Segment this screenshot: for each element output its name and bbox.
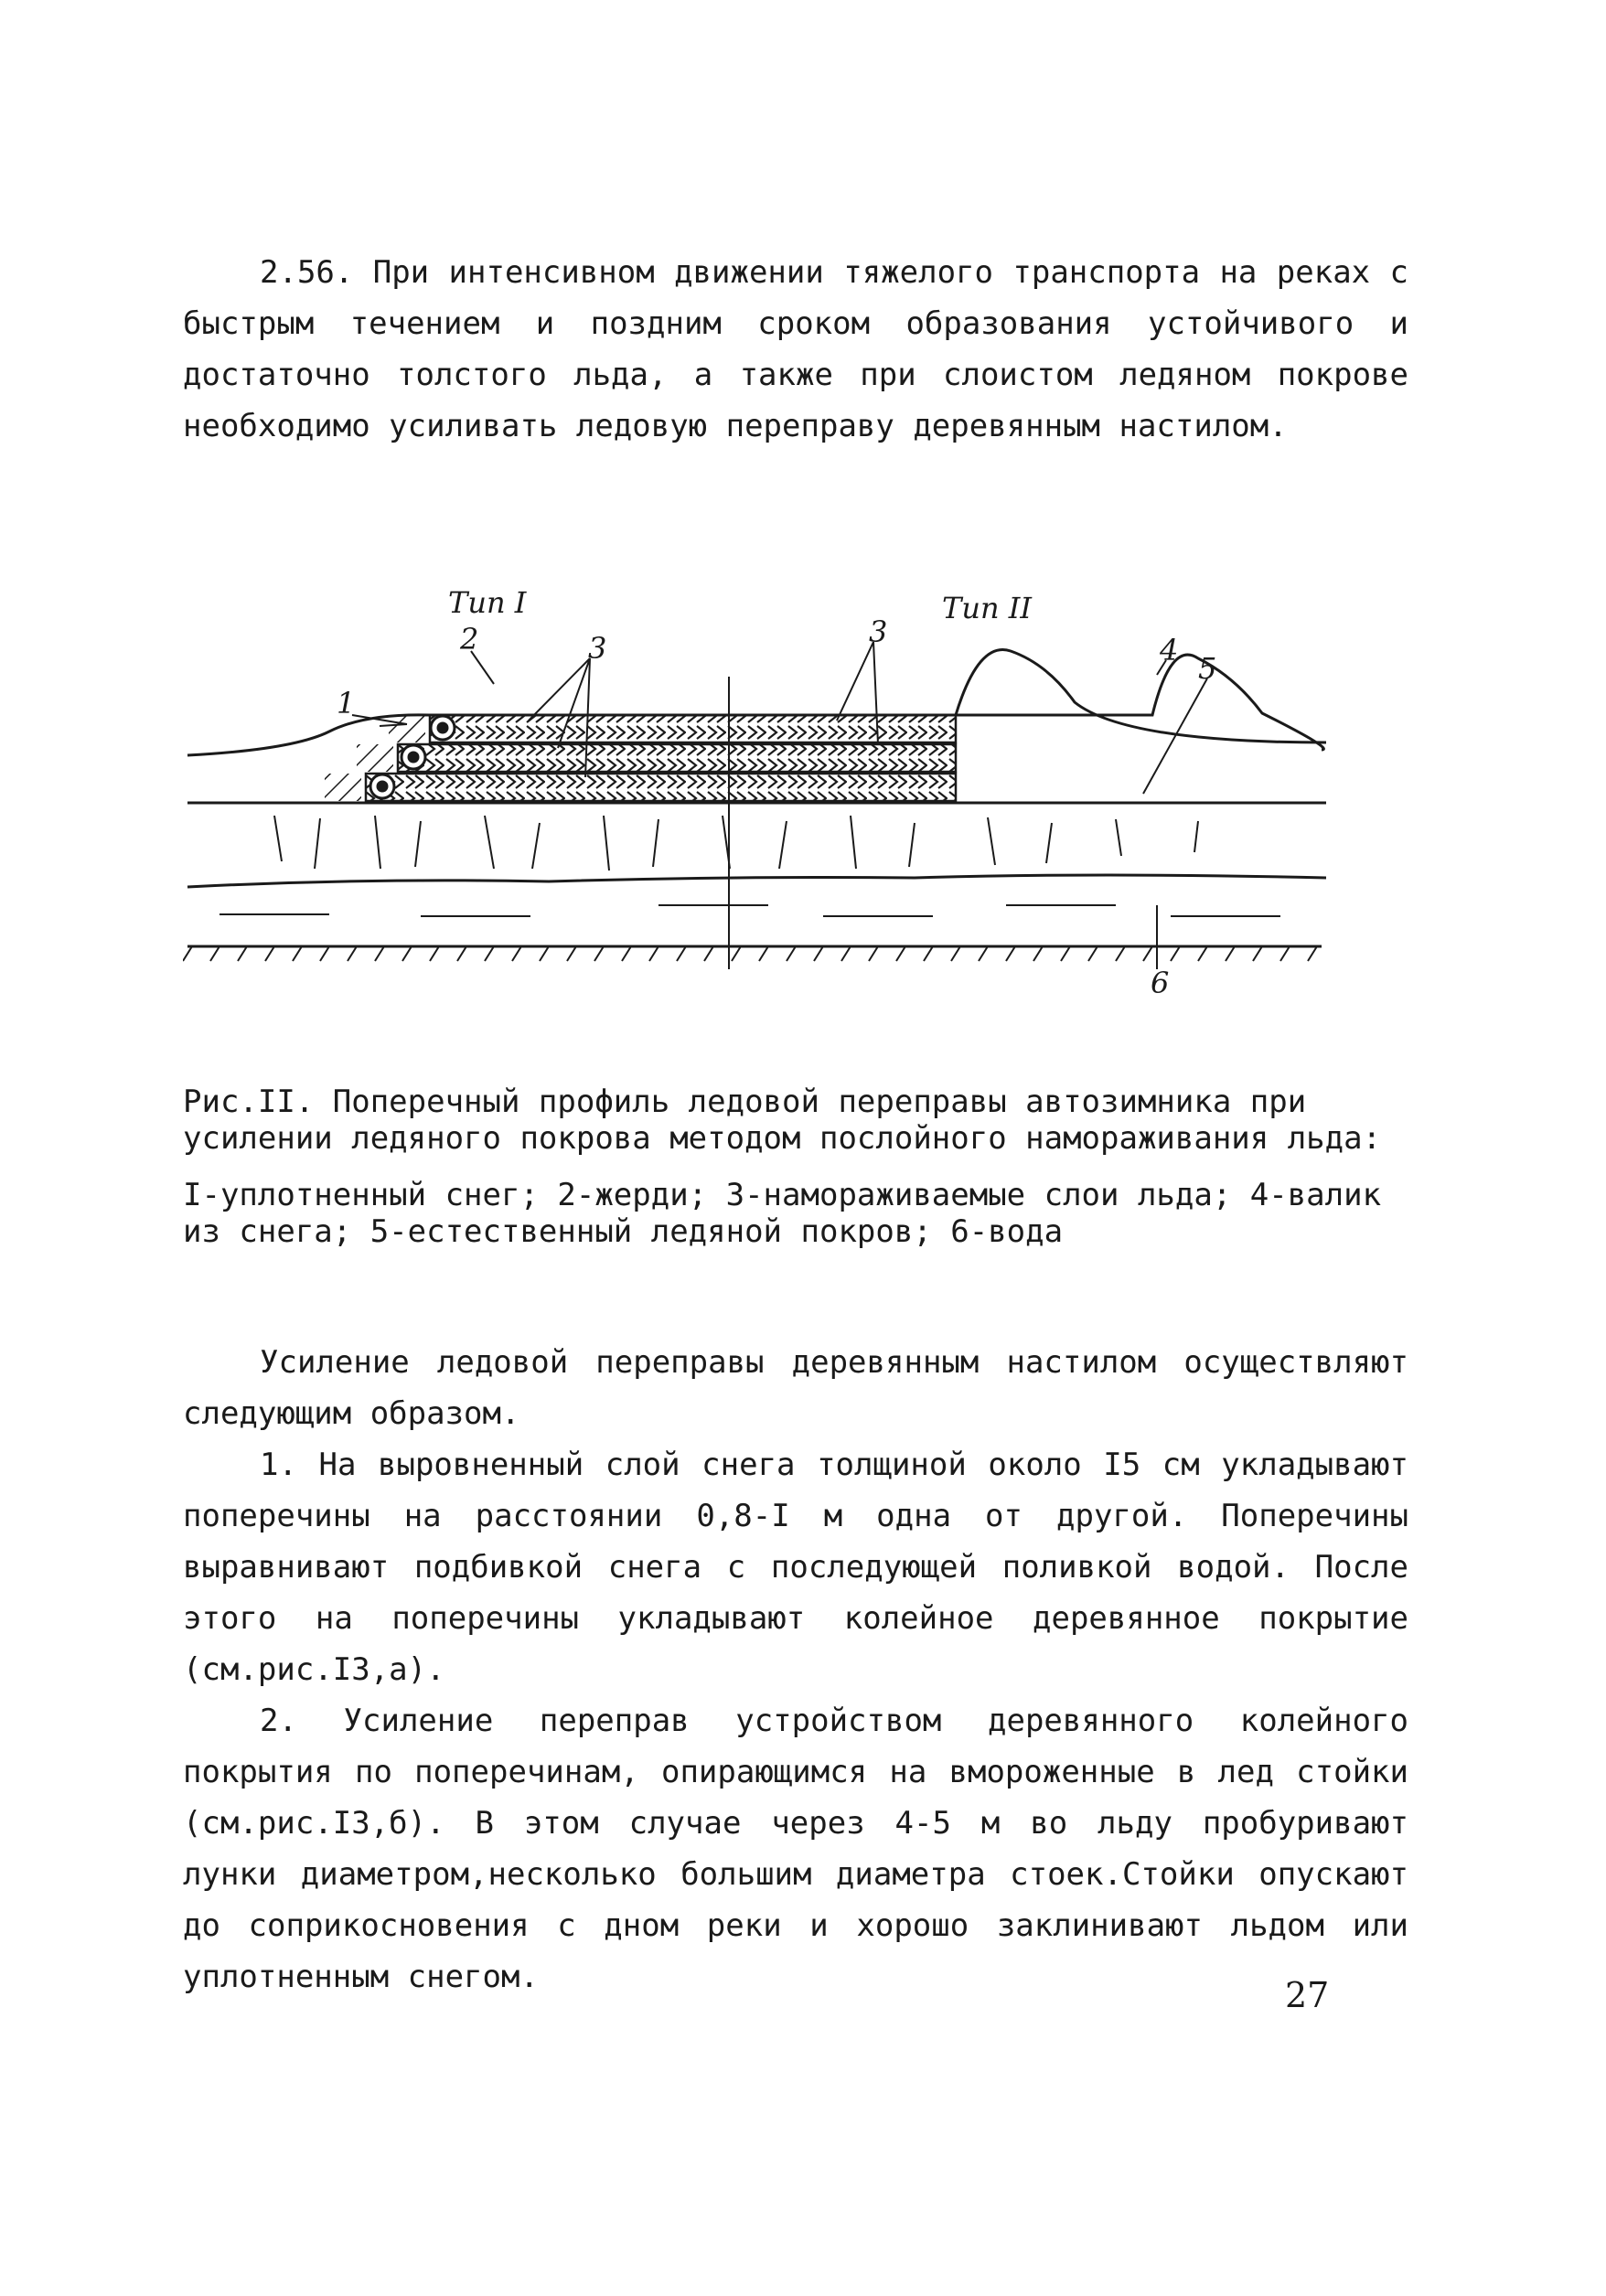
- item-1-paragraph: 1. На выровненный слой снега толщиной около I5 см укладывают поперечины на расстоянии 0,8-I м одна от другой. Поперечины выравнивают подбивкой снега с последующей поливкой водой. После этого на поперечины укладывают колейное деревянное покрытие (см.рис.I3,а).: [183, 1447, 1408, 1688]
- figure-caption: [183, 1084, 1408, 1250]
- snow-berm: [956, 649, 1326, 742]
- frozen-layer-middle: [398, 744, 956, 772]
- intro-paragraph: Усиление ледовой переправы деревянным настилом осуществляют следующим образом.: [183, 1344, 1408, 1432]
- type-1-label: Тип I: [448, 585, 527, 620]
- ice-bottom-line: [187, 875, 1326, 887]
- callout-5: 5: [1198, 651, 1217, 686]
- ice-crossing-cross-section-diagram: [183, 576, 1326, 1006]
- frozen-layer-bottom: [366, 774, 956, 801]
- callout-2: 2: [460, 622, 479, 657]
- hatched-block-2: [357, 744, 393, 772]
- callout-1: 1: [337, 686, 356, 721]
- riverbed-hatch: [183, 946, 1317, 961]
- item-2-paragraph: 2. Усиление переправ устройством деревянного колейного покрытия по поперечинам, опирающимся на вмороженные в лед стойки (см.рис.I3,б). В этом случае через 4-5 м во льду пробуривают лунки диаметром,несколько большим диаметра стоек.Стойки опускают до соприкосновения с дном реки и хорошо заклинивают льдом или уплотненным снегом.: [183, 1703, 1408, 1995]
- caption-title: Рис.II. Поперечный профиль ледовой переправы автозимника при усилении ледяного покрова методом послойного намораживания льда:: [183, 1084, 1382, 1157]
- hatched-block-3: [325, 774, 361, 801]
- type-2-label: Тип II: [942, 591, 1033, 625]
- callout-3-right: 3: [869, 614, 888, 649]
- callout-4: 4: [1160, 633, 1179, 667]
- callout-6: 6: [1151, 966, 1170, 1000]
- page-number: 27: [1285, 1975, 1330, 2015]
- callout-3-left: 3: [588, 631, 607, 666]
- paragraph-text: 2.56. При интенсивном движении тяжелого транспорта на реках с быстрым течением и поздним сроком образования устойчивого и достаточно толстого льда, а также при слоистом ледяном покрове необходимо усиливать ледовую переправу деревянным настилом.: [183, 254, 1408, 444]
- water-lines: [219, 905, 1280, 916]
- caption-legend: I-уплотненный снег; 2-жерди; 3-намораживаемые слои льда; 4-валик из снега; 5-естественный ледяной покров; 6-вода: [183, 1177, 1382, 1250]
- body-text: [183, 1337, 1408, 2002]
- ice-texture: [274, 816, 1198, 870]
- hatched-block-1: [389, 715, 425, 742]
